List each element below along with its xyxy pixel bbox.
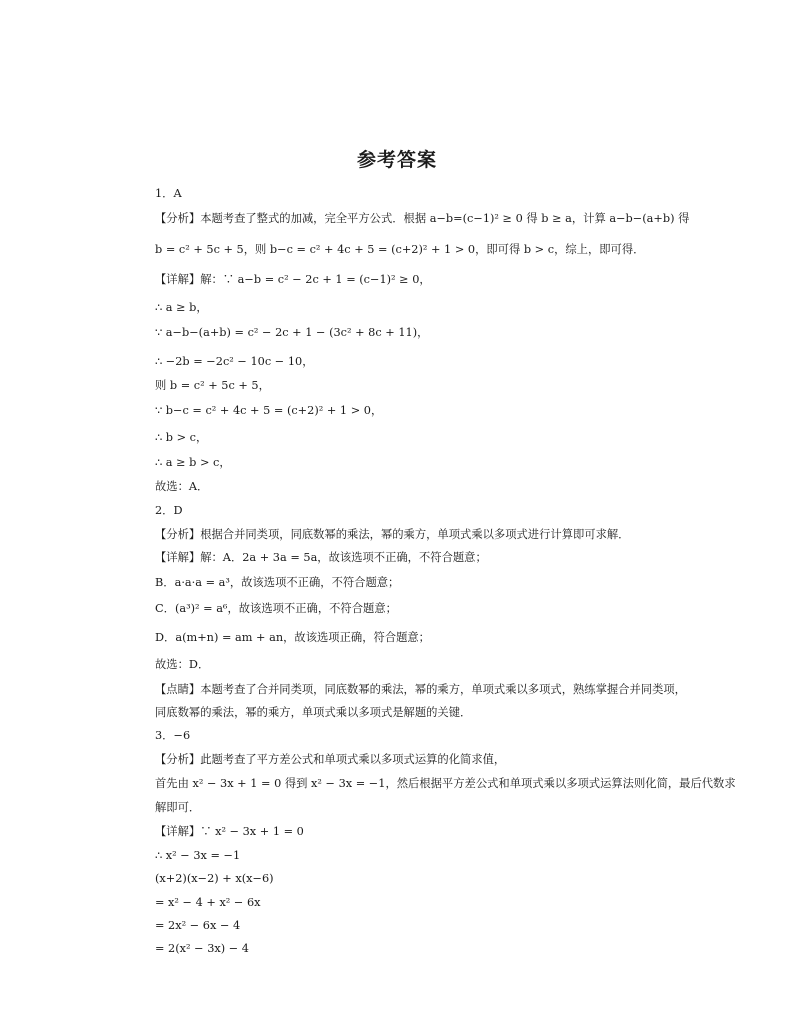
- answer-3-detail-step: ∴ x² − 3x = −1: [155, 849, 241, 862]
- answer-2-comment: 【点睛】本题考查了合并同类项，同底数幂的乘法，幂的乘方，单项式乘以多项式，熟练掌握合并同类项，: [155, 683, 686, 696]
- answer-3-detail-step: (x+2)(x−2) + x(x−6): [155, 872, 274, 885]
- answer-2-conclusion: 故选：D．: [155, 658, 210, 671]
- page-title: 参考答案: [356, 149, 437, 171]
- answer-3-analysis: 【分析】此题考查了平方差公式和单项式乘以多项式运算的化简求值，: [155, 753, 506, 766]
- answer-3-detail-step: = 2x² − 6x − 4: [155, 919, 241, 932]
- answer-1-detail-step: 【详解】解：∵ a−b = c² − 2c + 1 = (c−1)² ≥ 0，: [155, 273, 431, 286]
- answer-3-analysis-cont: 解即可．: [155, 801, 201, 814]
- answer-3-heading: 3．−6: [155, 729, 191, 742]
- answer-2-option-b: B．a·a·a = a³，故该选项不正确，不符合题意；: [155, 576, 400, 589]
- answer-1-analysis: 【分析】本题考查了整式的加减，完全平方公式．根据 a−b=(c−1)² ≥ 0 得 b ≥ a，计算 a−b−(a+b) 得: [155, 212, 690, 225]
- answer-2-comment-cont: 同底数幂的乘法，幂的乘方，单项式乘以多项式是解题的关键．: [155, 706, 472, 719]
- answer-1-detail-step: ∴ −2b = −2c² − 10c − 10，: [155, 355, 314, 368]
- answer-2-option-c: C．(a³)² = a⁶，故该选项不正确，不符合题意；: [155, 602, 397, 615]
- answer-1-detail-step: ∵ b−c = c² + 4c + 5 = (c+2)² + 1 > 0，: [155, 404, 383, 417]
- answer-1-analysis-cont: b = c² + 5c + 5，则 b−c = c² + 4c + 5 = (c+2)² + 1 > 0，即可得 b > c，综上，即可得．: [155, 243, 645, 256]
- answer-2-analysis: 【分析】根据合并同类项，同底数幂的乘法，幂的乘方，单项式乘以多项式进行计算即可求解．: [155, 528, 630, 541]
- answer-3-detail-step: = x² − 4 + x² − 6x: [155, 896, 261, 909]
- answer-1-detail-step: 则 b = c² + 5c + 5，: [155, 379, 270, 392]
- answer-3-detail-step: 【详解】∵ x² − 3x + 1 = 0: [155, 825, 304, 838]
- answer-1-detail-step: ∴ a ≥ b，: [155, 301, 208, 314]
- answer-2-option-d: D．a(m+n) = am + an，故该选项正确，符合题意；: [155, 631, 430, 644]
- answer-2-option-a: 【详解】解：A．2a + 3a = 5a，故该选项不正确，不符合题意；: [155, 551, 487, 564]
- answer-1-heading: 1．A: [155, 187, 182, 200]
- answer-1-detail-step: ∵ a−b−(a+b) = c² − 2c + 1 − (3c² + 8c + 11)，: [155, 326, 429, 339]
- answer-2-heading: 2．D: [155, 504, 183, 517]
- answer-3-detail-step: = 2(x² − 3x) − 4: [155, 942, 249, 955]
- answer-1-conclusion: 故选：A．: [155, 480, 209, 493]
- answer-3-analysis-cont: 首先由 x² − 3x + 1 = 0 得到 x² − 3x = −1，然后根据平方差公式和单项式乘以多项式运算法则化简，最后代数求: [155, 777, 736, 790]
- answer-1-detail-step: ∴ b > c，: [155, 431, 208, 444]
- answer-1-detail-step: ∴ a ≥ b > c，: [155, 456, 231, 469]
